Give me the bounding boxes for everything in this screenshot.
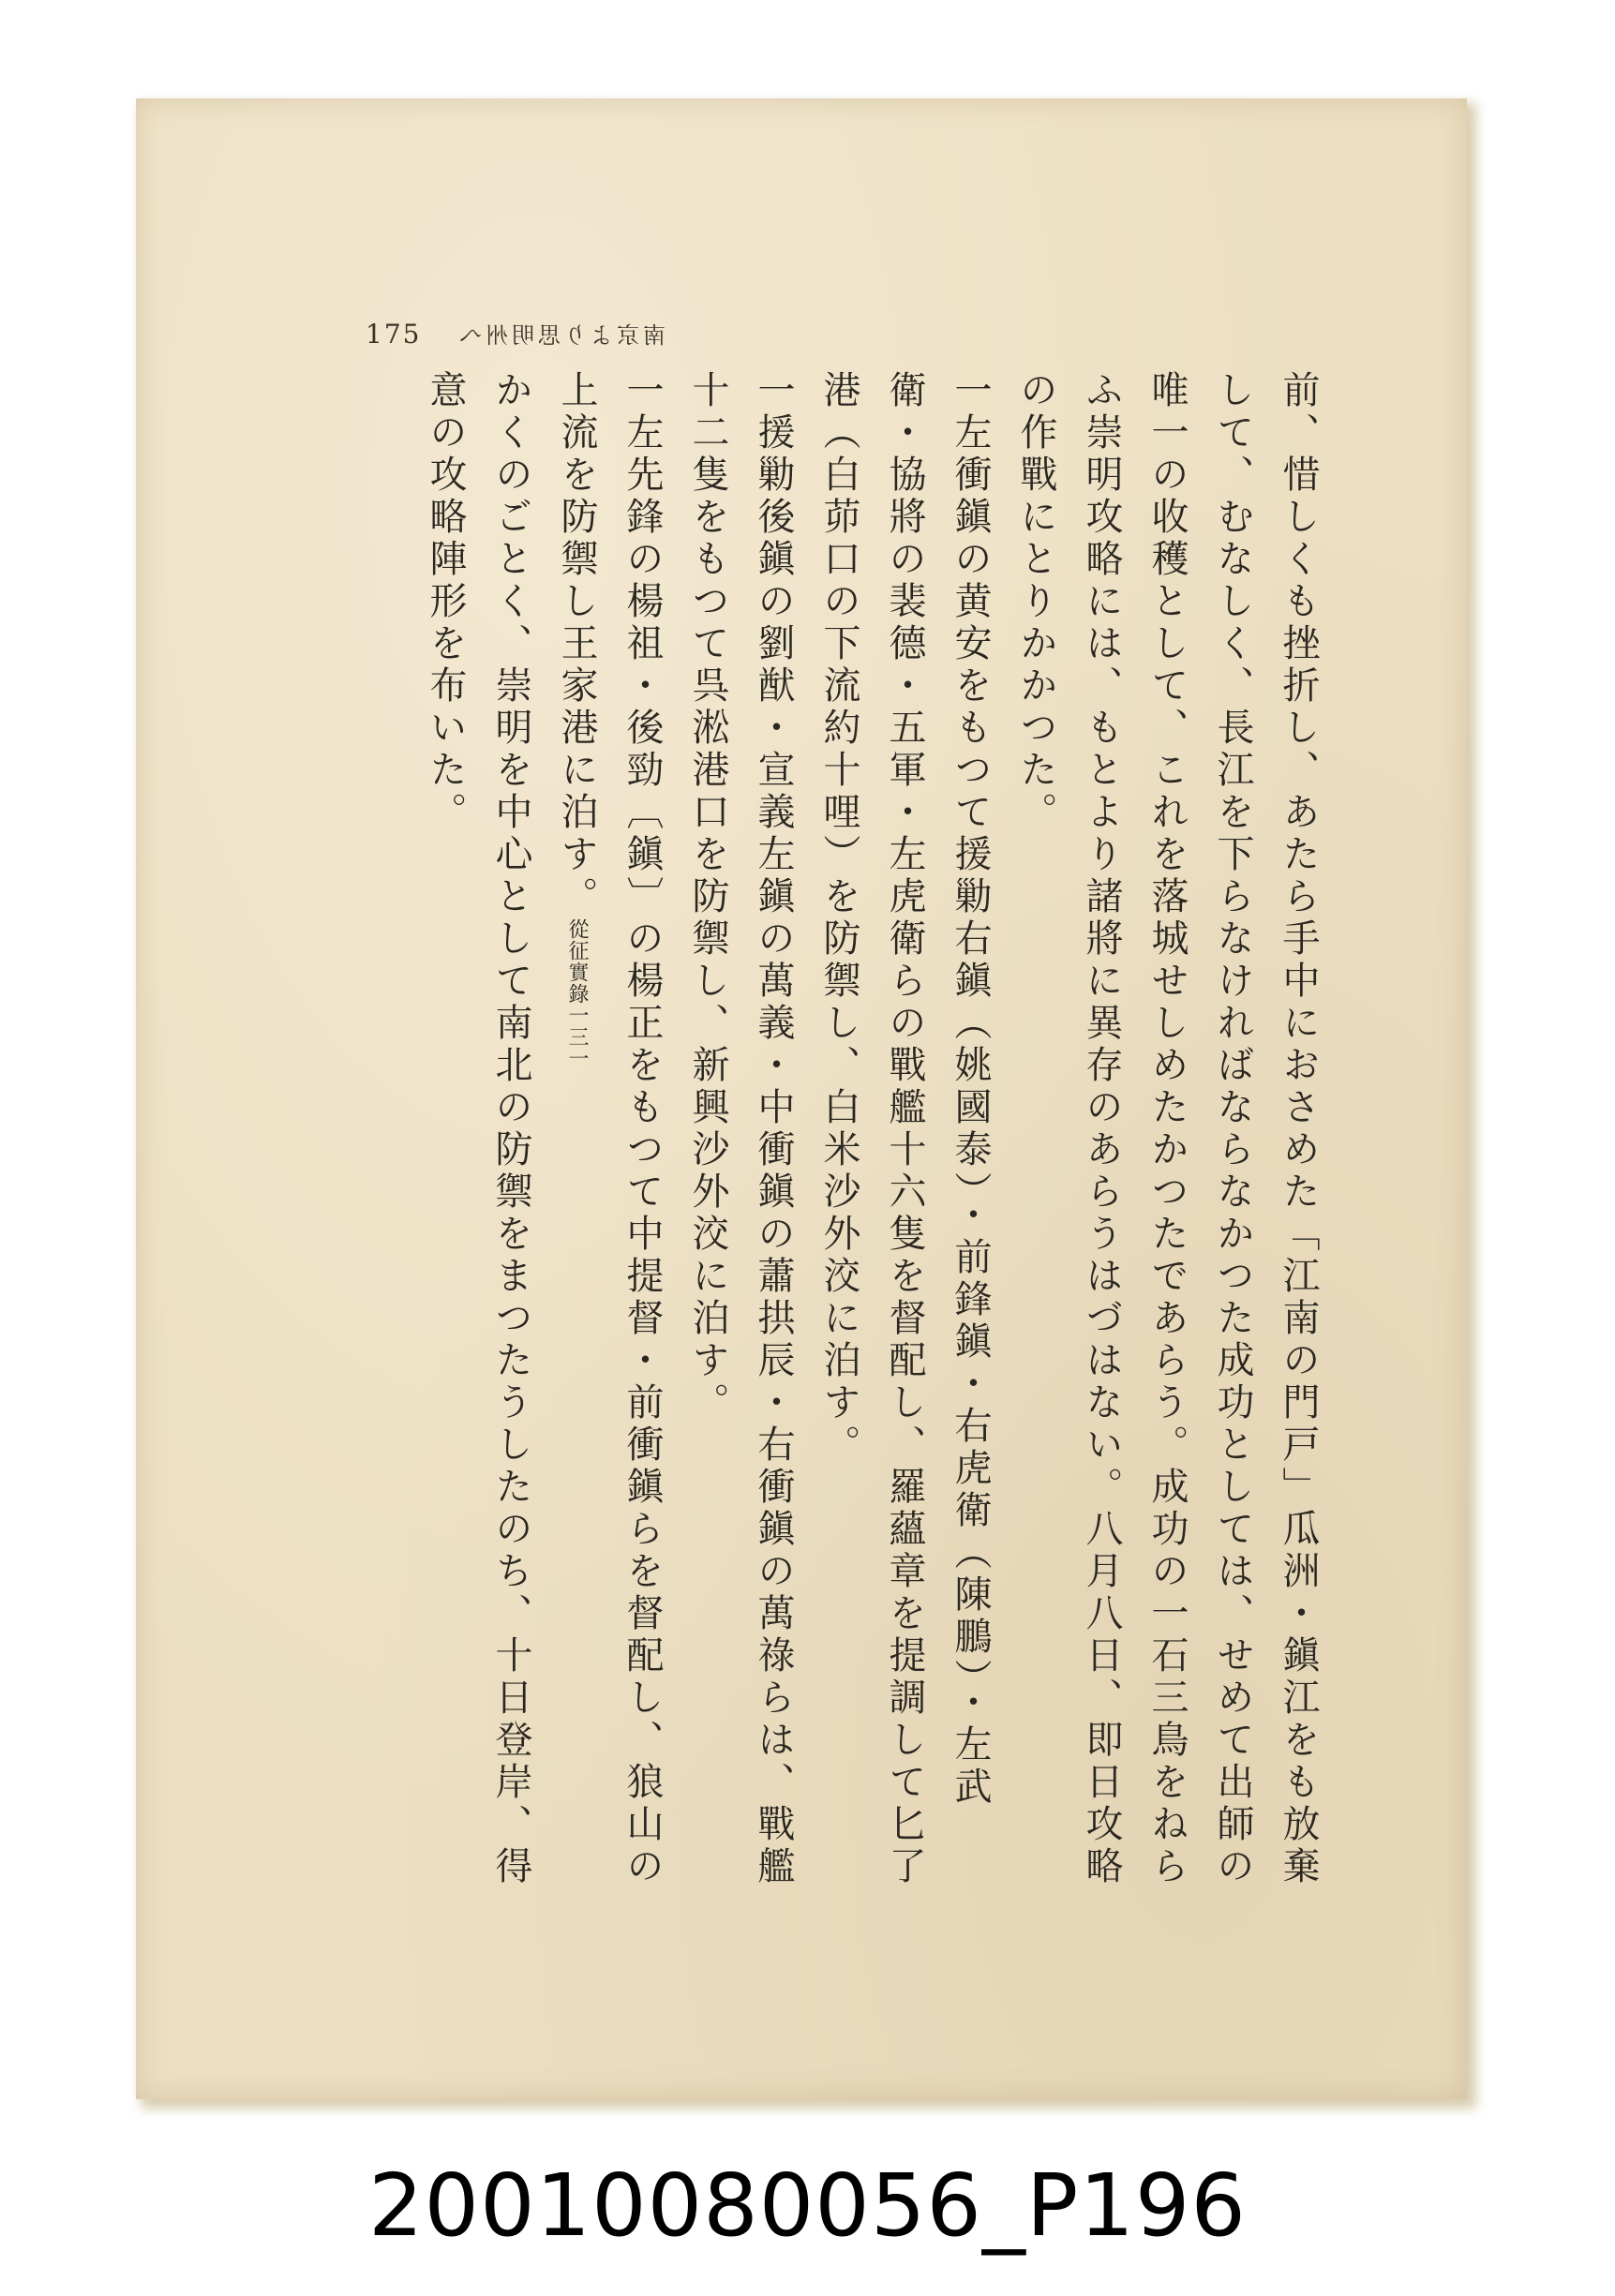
page-number: 175: [366, 319, 422, 350]
list-entry-text: 一左先鋒の楊祖・後勁〔鎭〕の楊正をもつて中提督・前衝鎭らを督配し、狼山の上流を防禦し王家港に泊す。: [555, 370, 664, 1888]
image-id-caption: 20010080056_P196: [368, 2155, 1247, 2256]
list-entry: 一援勦後鎭の劉猷・宣義左鎭の萬義・中衝鎭の蕭拱辰・右衝鎭の萬祿らは、戰艦十二隻をもつて呉淞港口を防禦し、新興沙外洨に泊す。: [686, 370, 795, 1888]
list-entry: 一左衝鎭の黄安をもつて援勦右鎭（姚國泰）・前鋒鎭・右虎衛（陳鵬）・左武衛・協將の裴德・五軍・左虎衛らの戰艦十六隻を督配し、羅蘊章を提調して匕了港（白茆口の下流約十哩）を防禦し、白米沙外洨に泊す。: [817, 370, 992, 1888]
source-note: 從征實錄一三一: [565, 918, 589, 1069]
vertical-text-block: [351, 370, 1331, 1888]
body-paragraph: かくのごとく、崇明を中心として南北の防禦をまつたうしたのち、十日登岸、得意の攻略陣形を布いた。: [424, 370, 532, 1888]
running-head-title: 南京より思明州へ: [455, 322, 665, 349]
running-head: [366, 317, 665, 350]
body-paragraph: 前、惜しくも挫折し、あたら手中におさめた「江南の門戸」瓜洲・鎭江をも放棄して、むなしく、長江を下らなければならなかつた成功としては、せめて出師の唯一の收穫として、これを落城せしめたかつたであらう。成功の一石三鳥をねらふ崇明攻略には、もとより諸將に異存のあらうはづはない。八月八日、即日攻略の作戰にとりかかつた。: [1014, 370, 1320, 1888]
list-entry: [544, 370, 675, 1888]
